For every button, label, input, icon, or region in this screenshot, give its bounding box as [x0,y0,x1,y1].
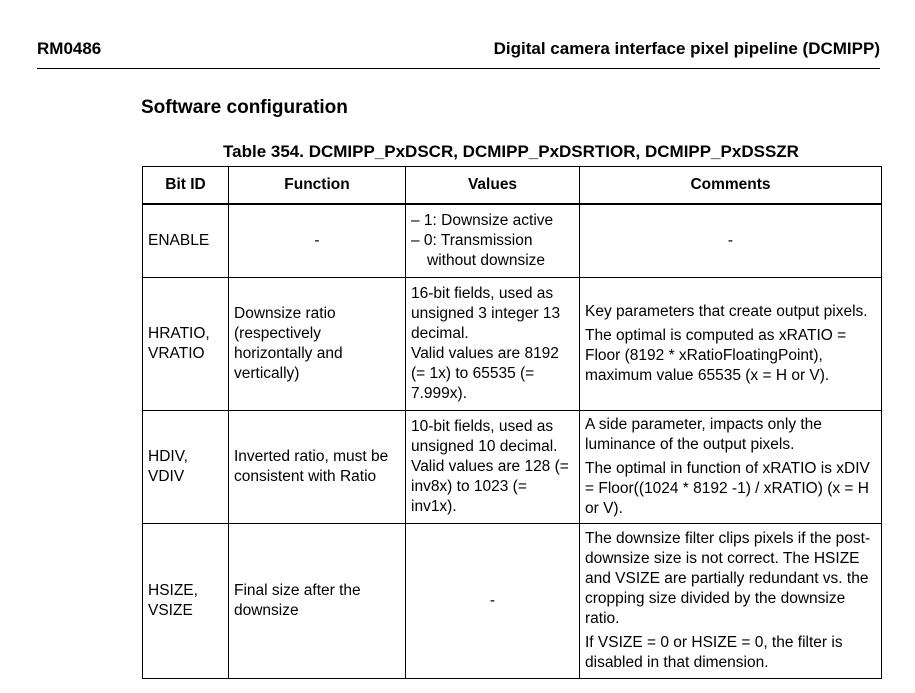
values-cell [406,278,580,411]
value-text: 16-bit fields, used as unsigned 3 integer 13 decimal. [411,285,561,342]
table-row [143,524,882,679]
value-text: Valid values are 128 (= inv8x) to 1023 (= inv1x). [411,458,569,515]
table-row [143,204,882,278]
values-cell [406,411,580,524]
value-item: – 1: Downsize active [411,212,554,229]
comment-text: The optimal in function of xRATIO is xDIV = Floor((1024 * 8192 -1) / xRATIO) (x = H or V). [585,460,870,517]
values-cell [406,204,580,278]
function-cell: Final size after the downsize [229,524,406,679]
values-cell: - [406,524,580,679]
section-title: Software configuration [141,97,348,118]
column-header-bit-id: Bit ID [143,167,229,205]
value-item: – 0: Transmission without downsize [411,232,546,269]
bit-id-cell: HSIZE, VSIZE [143,524,229,679]
document-id: RM0486 [37,39,102,58]
function-cell: - [229,204,406,278]
register-table [142,166,882,679]
table-row [143,278,882,411]
bit-id-cell: ENABLE [143,204,229,278]
comment-text: A side parameter, impacts only the luminance of the output pixels. [585,416,822,453]
column-header-values: Values [406,167,580,205]
chapter-title: Digital camera interface pixel pipeline (DCMIPP) [493,39,880,58]
column-header-comments: Comments [580,167,882,205]
bit-id-cell: HDIV, VDIV [143,411,229,524]
value-text: Valid values are 8192 (= 1x) to 65535 (= 7.999x). [411,345,559,402]
comments-cell [580,524,882,679]
bit-id-cell: HRATIO, VRATIO [143,278,229,411]
column-header-function: Function [229,167,406,205]
comments-cell [580,278,882,411]
table-row [143,411,882,524]
comment-text: If VSIZE = 0 or HSIZE = 0, the filter is disabled in that dimension. [585,634,843,671]
comment-text: The optimal is computed as xRATIO = Floor (8192 * xRatioFloatingPoint), maximum value 65535 (x = H or V). [585,327,847,384]
function-cell: Inverted ratio, must be consistent with Ratio [229,411,406,524]
table-header-row [143,167,882,205]
comment-text: Key parameters that create output pixels. [585,303,868,320]
function-cell: Downsize ratio (respectively horizontally and vertically) [229,278,406,411]
comments-cell: - [580,204,882,278]
table-caption: Table 354. DCMIPP_PxDSCR, DCMIPP_PxDSRTIOR, DCMIPP_PxDSSZR [223,142,799,161]
comment-text: The downsize filter clips pixels if the post-downsize size is not correct. The HSIZE and VSIZE are partially redundant vs. the cropping size divided by the downsize ratio. [585,530,871,627]
value-text: 10-bit fields, used as unsigned 10 decimal. [411,418,558,455]
comments-cell [580,411,882,524]
header-divider [37,68,880,69]
